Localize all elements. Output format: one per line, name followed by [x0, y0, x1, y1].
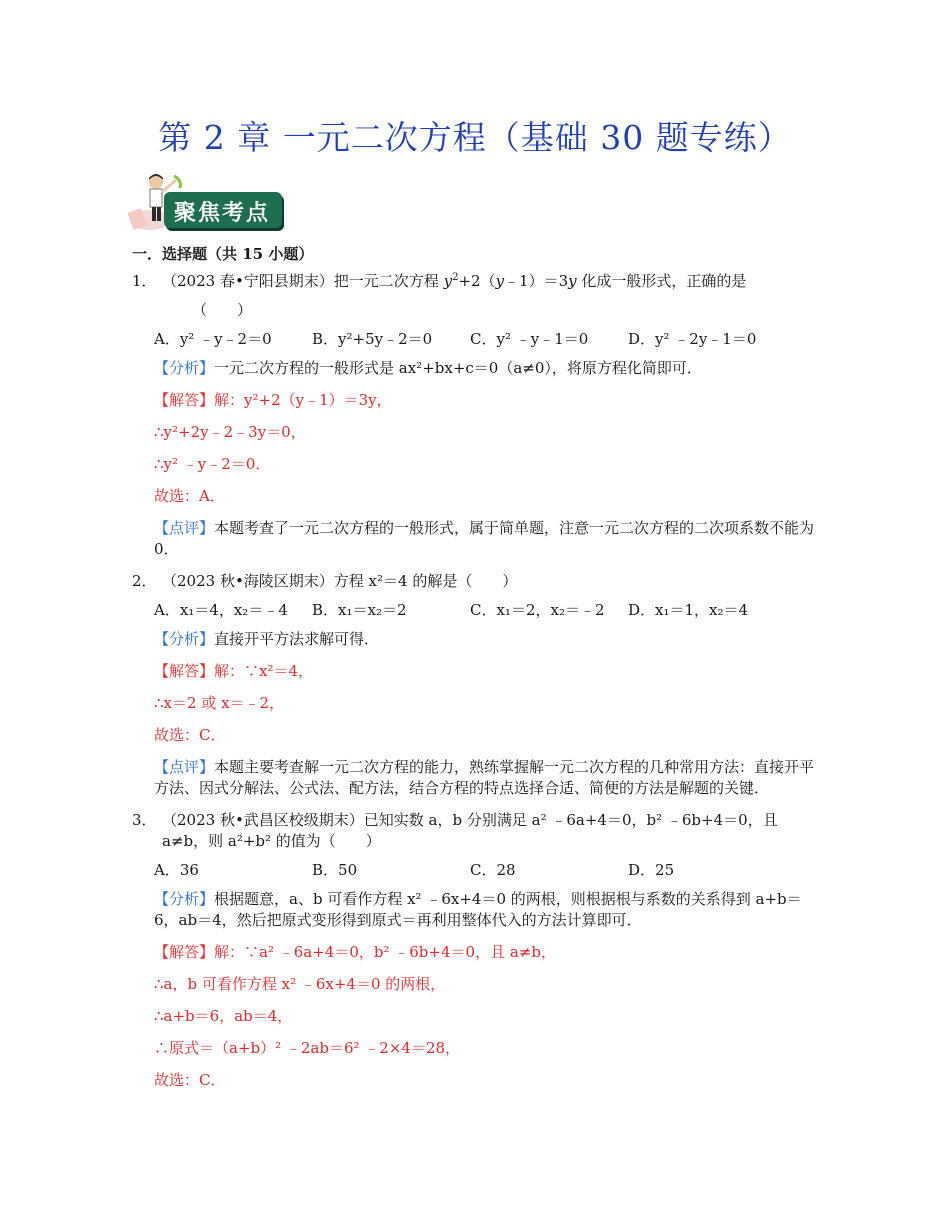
analysis-text: 根据题意，a、b 可看作方程 x² ﹣6x+4＝0 的两根，则根据根与系数的关系得到 a+b＝6，ab＝4，然后把原式变形得到原式＝再利用整体代入的方法计算即可． — [154, 890, 802, 929]
answer-line — [132, 661, 822, 682]
page-title: 第 2 章 一元二次方程（基础 30 题专练） — [158, 118, 792, 157]
stem-var: y — [568, 272, 577, 290]
answer-line: ∴a+b＝6，ab＝4， — [154, 1007, 293, 1025]
answer-line: 故选：C． — [154, 1071, 226, 1089]
option-b: B．50 — [312, 861, 358, 879]
options-row — [132, 329, 822, 350]
question-1 — [132, 271, 822, 560]
stem-var: y — [495, 272, 505, 290]
question-3 — [132, 810, 822, 1091]
analysis-text: 直接开平方法求解可得． — [214, 630, 380, 648]
analysis-line — [132, 629, 822, 650]
stem-text: 化成一般形式，正确的是 — [576, 272, 747, 290]
option-d: D．y² ﹣2y﹣1＝0 — [628, 330, 757, 348]
question-number: 3． — [132, 811, 157, 829]
comment-tag: 【点评】 — [154, 519, 215, 537]
question-number: 2． — [132, 572, 157, 590]
option-a: A．x₁＝4，x₂＝﹣4 — [154, 601, 288, 619]
analysis-tag: 【分析】 — [154, 890, 215, 908]
option-b: B．y²+5y﹣2＝0 — [312, 330, 433, 348]
option-c: C．x₁＝2，x₂＝﹣2 — [470, 601, 605, 619]
options-row — [132, 860, 822, 881]
options-row — [132, 600, 822, 621]
answer-text: 解：∵a² ﹣6a+4＝0，b² ﹣6b+4＝0，且 a≠b， — [214, 943, 556, 961]
question-stem: 1． （2023 春•宁阳县期末）把一元二次方程 $y^2+2(y﹣1)=3y$ 化成一般形式，正确的是 （ ） — [132, 271, 822, 321]
comment-text: 本题考查了一元二次方程的一般形式，属于简单题，注意一元二次方程的二次项系数不能为 0． — [154, 519, 815, 558]
answer-text: 解：y²+2（y﹣1）＝3y， — [214, 391, 392, 409]
question-stem — [132, 571, 822, 592]
option-c: C．y² ﹣y﹣1＝0 — [470, 330, 589, 348]
option-d: D．x₁＝1，x₂＝4 — [628, 601, 749, 619]
answer-paren: （ ） — [192, 301, 253, 319]
question-2 — [132, 571, 822, 799]
stem-text: （2023 秋•武昌区校级期末）已知实数 a，b 分别满足 a² ﹣6a+4＝0，b² ﹣6b+4＝0，且 a≠b，则 a²+b² 的值为（ ） — [162, 811, 778, 850]
comment-line — [132, 757, 822, 799]
answer-line: ∴y² ﹣y﹣2＝0． — [154, 455, 271, 473]
document-body — [132, 240, 822, 1102]
question-number: 1． — [132, 272, 157, 290]
banner-label: 聚焦考点 — [174, 201, 271, 226]
comment-text: 本题主要考查解一元二次方程的能力，熟练掌握解一元二次方程的几种常用方法：直接开平方法、因式分解法、公式法、配方法，结合方程的特点选择合适、简便的方法是解题的关键． — [154, 758, 815, 797]
option-a: A．y² ﹣y﹣2＝0 — [154, 330, 272, 348]
answer-line: 故选：C． — [154, 726, 226, 744]
answer-tag: 【解答】 — [154, 391, 215, 409]
stem-text: ﹣1）＝3 — [504, 272, 569, 290]
answer-line: ∴y²+2y﹣2﹣3y＝0， — [154, 423, 306, 441]
comment-tag: 【点评】 — [154, 758, 215, 776]
answer-line: ∴x＝2 或 x＝﹣2， — [154, 694, 285, 712]
comment-line — [132, 518, 822, 560]
answer-line — [132, 390, 822, 411]
analysis-tag: 【分析】 — [154, 359, 215, 377]
answer-line: 故选：A． — [154, 487, 225, 505]
stem-text: 把一元二次方程 — [333, 272, 444, 290]
answer-text: 解：∵x²＝4， — [214, 662, 314, 680]
focus-banner — [128, 170, 288, 234]
answer-line: ∴a，b 可看作方程 x² ﹣6x+4＝0 的两根， — [154, 975, 446, 993]
analysis-line — [132, 889, 822, 931]
stem-text: （2023 秋•海陵区期末）方程 x²＝4 的解是（ ） — [162, 572, 518, 590]
stem-var: y — [443, 272, 453, 290]
question-source: （2023 春•宁阳县期末） — [162, 272, 334, 290]
stem-text: +2（ — [458, 272, 496, 290]
answer-tag: 【解答】 — [154, 943, 215, 961]
question-stem — [132, 810, 822, 852]
option-c: C．28 — [470, 861, 516, 879]
answer-line: ∴原式＝（a+b）² ﹣2ab＝6² ﹣2×4＝28， — [154, 1039, 461, 1057]
answer-line — [132, 942, 822, 963]
analysis-tag: 【分析】 — [154, 630, 215, 648]
option-d: D．25 — [628, 861, 675, 879]
analysis-line — [132, 358, 822, 379]
section-heading: 一．选择题（共 15 小题） — [132, 245, 314, 263]
analysis-text: 一元二次方程的一般形式是 ax²+bx+c＝0（a≠0），将原方程化简即可． — [214, 359, 702, 377]
option-b: B．x₁＝x₂＝2 — [312, 601, 407, 619]
option-a: A．36 — [154, 861, 199, 879]
answer-tag: 【解答】 — [154, 662, 215, 680]
